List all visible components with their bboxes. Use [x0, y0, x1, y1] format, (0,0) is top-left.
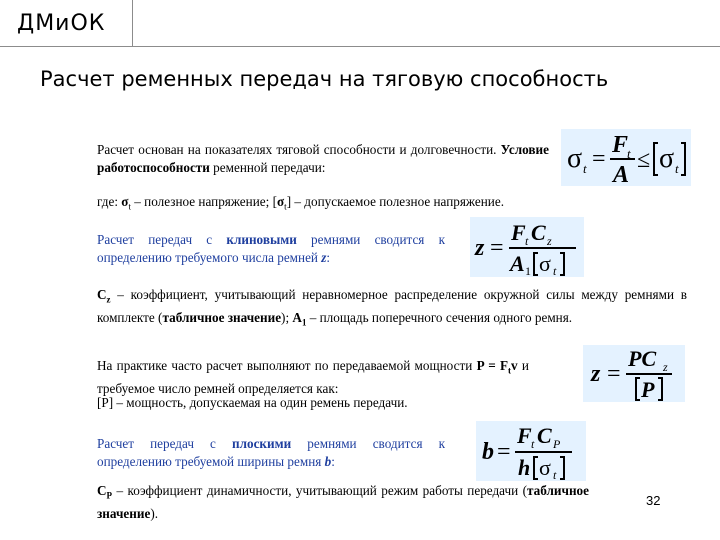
formula-flat-width — [476, 421, 586, 481]
vbelt-text-c: : — [326, 250, 331, 265]
cz-symbol-sub: z — [106, 294, 111, 305]
f4-lhs: b — [482, 439, 494, 465]
practice-note: [P] – мощность, допускаемая на один ремень передачи. — [97, 395, 408, 410]
f4-num-a: F — [517, 423, 532, 448]
vbelt-text-a: Расчет передач с — [97, 232, 227, 247]
vbelt-var: z — [321, 250, 327, 265]
intro-paragraph — [97, 141, 549, 177]
f2-den-a: A — [510, 251, 525, 276]
where-text-c: ] – допускаемое полезное напряжение. — [286, 194, 504, 209]
f3-num-a-sub: z — [663, 360, 668, 374]
cz-text-a: – коэффициент, учитывающий неравномерное распределение окружной силы между ремнями в комплекте ( — [97, 287, 687, 325]
formula-power-count — [583, 345, 685, 402]
formula-vbelt-count — [470, 217, 584, 277]
header-brand: ДМиОК — [17, 11, 106, 36]
where-sigma-sub: t — [128, 201, 131, 212]
flat-var: b — [324, 454, 332, 469]
a1-symbol: A — [292, 309, 302, 325]
practice-text-c: и требуемое число ремней определяется как: — [97, 358, 529, 396]
f1-rel: ≤ — [637, 147, 651, 173]
f3-lhs: z — [591, 361, 601, 387]
cp-text-b: ). — [150, 505, 159, 521]
f1-den: A — [613, 162, 630, 186]
where-text-b: – полезное напряжение; [ — [130, 194, 277, 209]
f1-rhs-sub: t — [675, 161, 679, 176]
flat-text-c: : — [331, 454, 335, 469]
header-divider — [0, 46, 720, 47]
vbelt-text-bold: клиновыми — [226, 232, 297, 247]
f2-den-b: σ — [539, 251, 551, 276]
svg-text:=: = — [497, 439, 511, 465]
practice-paragraph — [97, 357, 529, 398]
practice-formula-v: v — [511, 358, 518, 373]
f2-num-a: F — [511, 220, 526, 245]
vbelt-text-b: ремнями сводится к определению требуемого числа ремней — [97, 232, 445, 265]
cz-symbol: C — [97, 287, 107, 302]
f4-den-a: h — [518, 455, 531, 480]
cp-text-bold: табличное значение — [97, 483, 589, 521]
flat-text-b: ремнями сводится к определению требуемой ширины ремня — [97, 436, 445, 469]
cp-symbol-sub: P — [106, 490, 113, 501]
f2-den-b-sub: t — [553, 264, 557, 277]
intro-text-b: ременной передачи: — [209, 160, 326, 175]
cp-symbol: C — [97, 483, 107, 498]
header-divider-vertical — [132, 0, 133, 46]
cp-text-a: – коэффициент динамичности, учитывающий режим работы передачи ( — [112, 483, 528, 498]
f3-num-a: PC — [628, 346, 657, 371]
svg-text:=: = — [490, 235, 504, 261]
f2-num-b-sub: z — [547, 234, 552, 248]
where-sigma2-sub: t — [284, 201, 287, 212]
where-sigma: σ — [121, 194, 129, 209]
f1-num-sub: t — [627, 146, 631, 161]
intro-text-a: Расчет основан на показателях тяговой способности и долговечности. — [97, 142, 501, 157]
f4-num-b-sub: P — [553, 437, 561, 451]
f1-lhs-sub: t — [583, 161, 587, 176]
f1-rhs: σ — [659, 143, 675, 174]
cz-paragraph — [97, 286, 687, 331]
f2-num-b: C — [531, 220, 546, 245]
slide-title: Расчет ременных передач на тяговую способность — [40, 67, 609, 91]
cp-paragraph — [97, 482, 589, 523]
a1-symbol-sub: 1 — [301, 317, 307, 328]
f3-den: P — [641, 377, 655, 402]
where-sigma2: σ — [276, 194, 285, 209]
f4-num-a-sub: t — [531, 437, 535, 451]
where-line — [97, 193, 697, 216]
cz-text-b: ); — [281, 309, 293, 325]
f1-lhs: σ — [567, 143, 583, 174]
svg-text:=: = — [607, 361, 621, 387]
practice-formula-inline: P = F — [476, 358, 509, 373]
intro-text-bold: Условие работоспособности — [97, 142, 549, 175]
flat-text-bold: плоскими — [231, 436, 292, 451]
svg-text:=: = — [592, 146, 606, 172]
practice-formula-sub: t — [508, 365, 512, 376]
flat-paragraph — [97, 435, 445, 471]
practice-text-a: На практике часто расчет выполняют по передаваемой мощности — [97, 358, 477, 373]
f4-den-b: σ — [539, 455, 551, 480]
f2-num-a-sub: t — [525, 234, 529, 248]
cz-text-c: – площадь поперечного сечения одного ремня. — [306, 309, 573, 325]
page-number: 32 — [646, 493, 661, 508]
f2-den-a-sub: 1 — [525, 264, 531, 277]
f2-lhs: z — [475, 235, 485, 261]
f4-num-b: C — [537, 423, 552, 448]
cz-text-bold: табличное значение — [162, 309, 282, 325]
where-text-a: где: — [97, 194, 122, 209]
flat-text-a: Расчет передач с — [97, 436, 232, 451]
vbelt-paragraph — [97, 231, 445, 267]
f4-den-b-sub: t — [553, 468, 557, 481]
f1-num: F — [612, 132, 629, 158]
formula-working-condition — [561, 129, 691, 186]
